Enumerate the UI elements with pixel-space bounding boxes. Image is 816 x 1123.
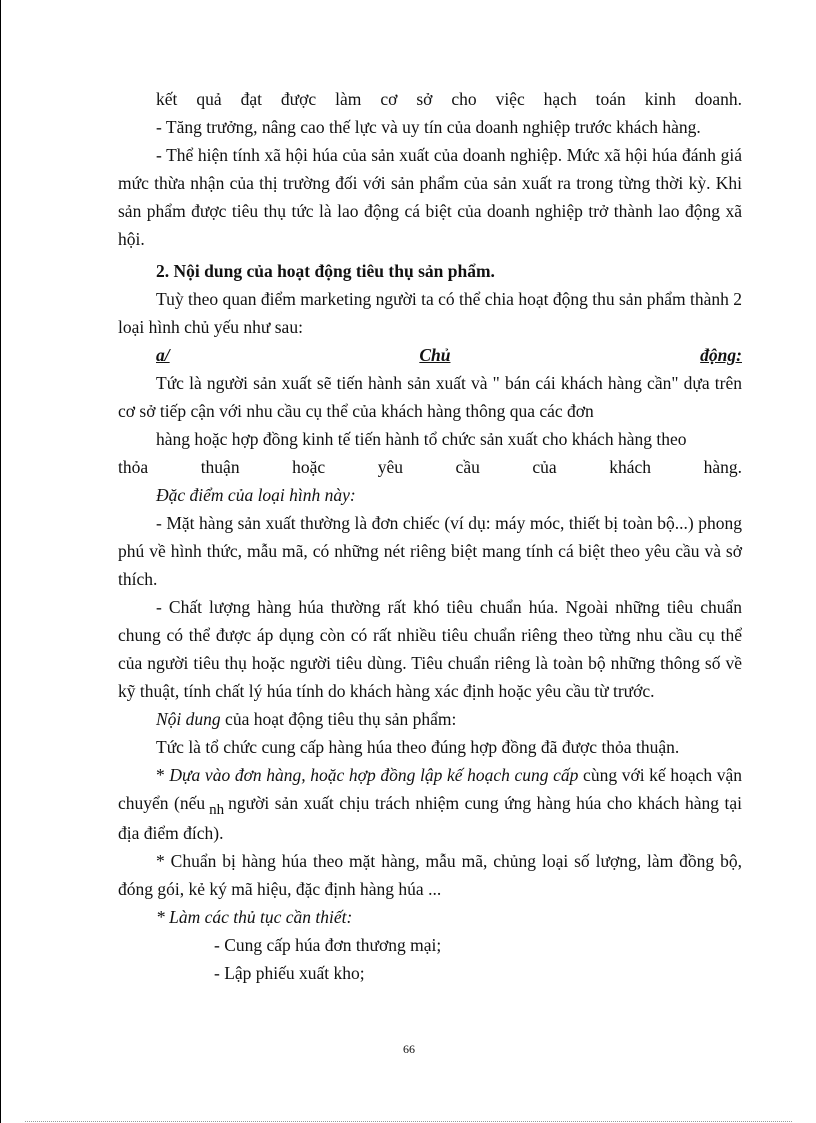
section-heading: 2. Nội dung của hoạt động tiêu thụ sản phẩm. — [156, 261, 495, 281]
paragraph-rest: cùng với kế hoạch vận chuyển (nếu — [118, 765, 742, 813]
paragraph-end: người sản xuất chịu trách nhiệm cung ứng hàng húa cho khách hàng tại địa điểm đích). — [118, 793, 742, 843]
paragraph: - Chất lượng hàng húa thường rất khó tiêu chuẩn húa. Ngoài những tiêu chuẩn chung có thể được áp dụng còn có rất nhiều tiêu chuẩn riêng theo từng nhu cầu cụ thể của người tiêu thụ hoặc người tiêu dùng. Tiêu chuẩn riêng là toàn bộ những thông số về kỹ thuật, tính chất lý húa tính do khách hàng xác định hoặc yêu cầu từ trước. — [118, 597, 742, 701]
subheading-a-word1: Chủ — [419, 345, 451, 365]
list-item: - Lập phiếu xuất kho; — [214, 963, 365, 983]
list-item: - Cung cấp húa đơn thương mại; — [214, 935, 442, 955]
subheading-a-word2: động: — [700, 345, 742, 365]
paragraph — [118, 761, 742, 847]
body-text — [118, 85, 742, 987]
paragraph: - Mặt hàng sản xuất thường là đơn chiếc (ví dụ: máy móc, thiết bị toàn bộ...) phong phú về hình thức, mẫu mã, có những nét riêng biệt mang tính cá biệt theo yêu cầu và sở thích. — [118, 513, 742, 589]
paragraph: Tức là tổ chức cung cấp hàng húa theo đúng hợp đồng đã được thỏa thuận. — [156, 737, 680, 757]
paragraph: * Làm các thủ tục cần thiết: — [156, 907, 353, 927]
paragraph: Tức là người sản xuất sẽ tiến hành sản xuất và " bán cái khách hàng cần" dựa trên cơ sở tiếp cận với nhu cầu cụ thể của khách hàng thông qua các đơn — [118, 373, 742, 421]
subheading-a-label: a/ — [156, 345, 170, 365]
paragraph: * Chuẩn bị hàng húa theo mặt hàng, mẫu mã, chủng loại số lượng, làm đồng bộ, đóng gói, kẻ ký mã hiệu, đặc định hàng húa ... — [118, 851, 742, 899]
paragraph: Đặc điểm của loại hình này: — [156, 485, 356, 505]
paragraph-subscript: nh — [209, 802, 225, 818]
paragraph-italic: Nội dung — [156, 709, 221, 729]
paragraph-rest: của hoạt động tiêu thụ sản phẩm: — [220, 709, 457, 729]
paragraph: - Tăng trưởng, nâng cao thế lực và uy tín của doanh nghiệp trước khách hàng. — [156, 117, 701, 137]
paragraph: hàng hoặc hợp đồng kinh tế tiến hành tổ chức sản xuất cho khách hàng theo — [156, 429, 687, 449]
paragraph: Tuỳ theo quan điểm marketing người ta có thể chia hoạt động thu sản phẩm thành 2 loại hình chủ yếu như sau: — [118, 289, 742, 337]
page-bottom-divider — [25, 1121, 792, 1122]
paragraph: - Thể hiện tính xã hội húa của sản xuất của doanh nghiệp. Mức xã hội húa đánh giá mức thừa nhận của thị trường đối với sản phẩm của sản xuất ra trong từng thời kỳ. Khi sản phẩm được tiêu thụ tức là lao động cá biệt của doanh nghiệp trở thành lao động xã hội. — [118, 145, 742, 249]
subheading-a — [118, 341, 742, 369]
paragraph-italic: Dựa vào đơn hàng, hoặc hợp đồng lập kế hoạch cung cấp — [169, 765, 579, 785]
paragraph: thỏa thuận hoặc yêu cầu của khách hàng. — [118, 457, 742, 477]
paragraph: kết quả đạt được làm cơ sở cho việc hạch toán kinh doanh. — [156, 89, 742, 109]
paragraph-star: * — [156, 765, 170, 785]
paragraph — [118, 705, 742, 733]
page-number: 66 — [403, 1042, 415, 1056]
